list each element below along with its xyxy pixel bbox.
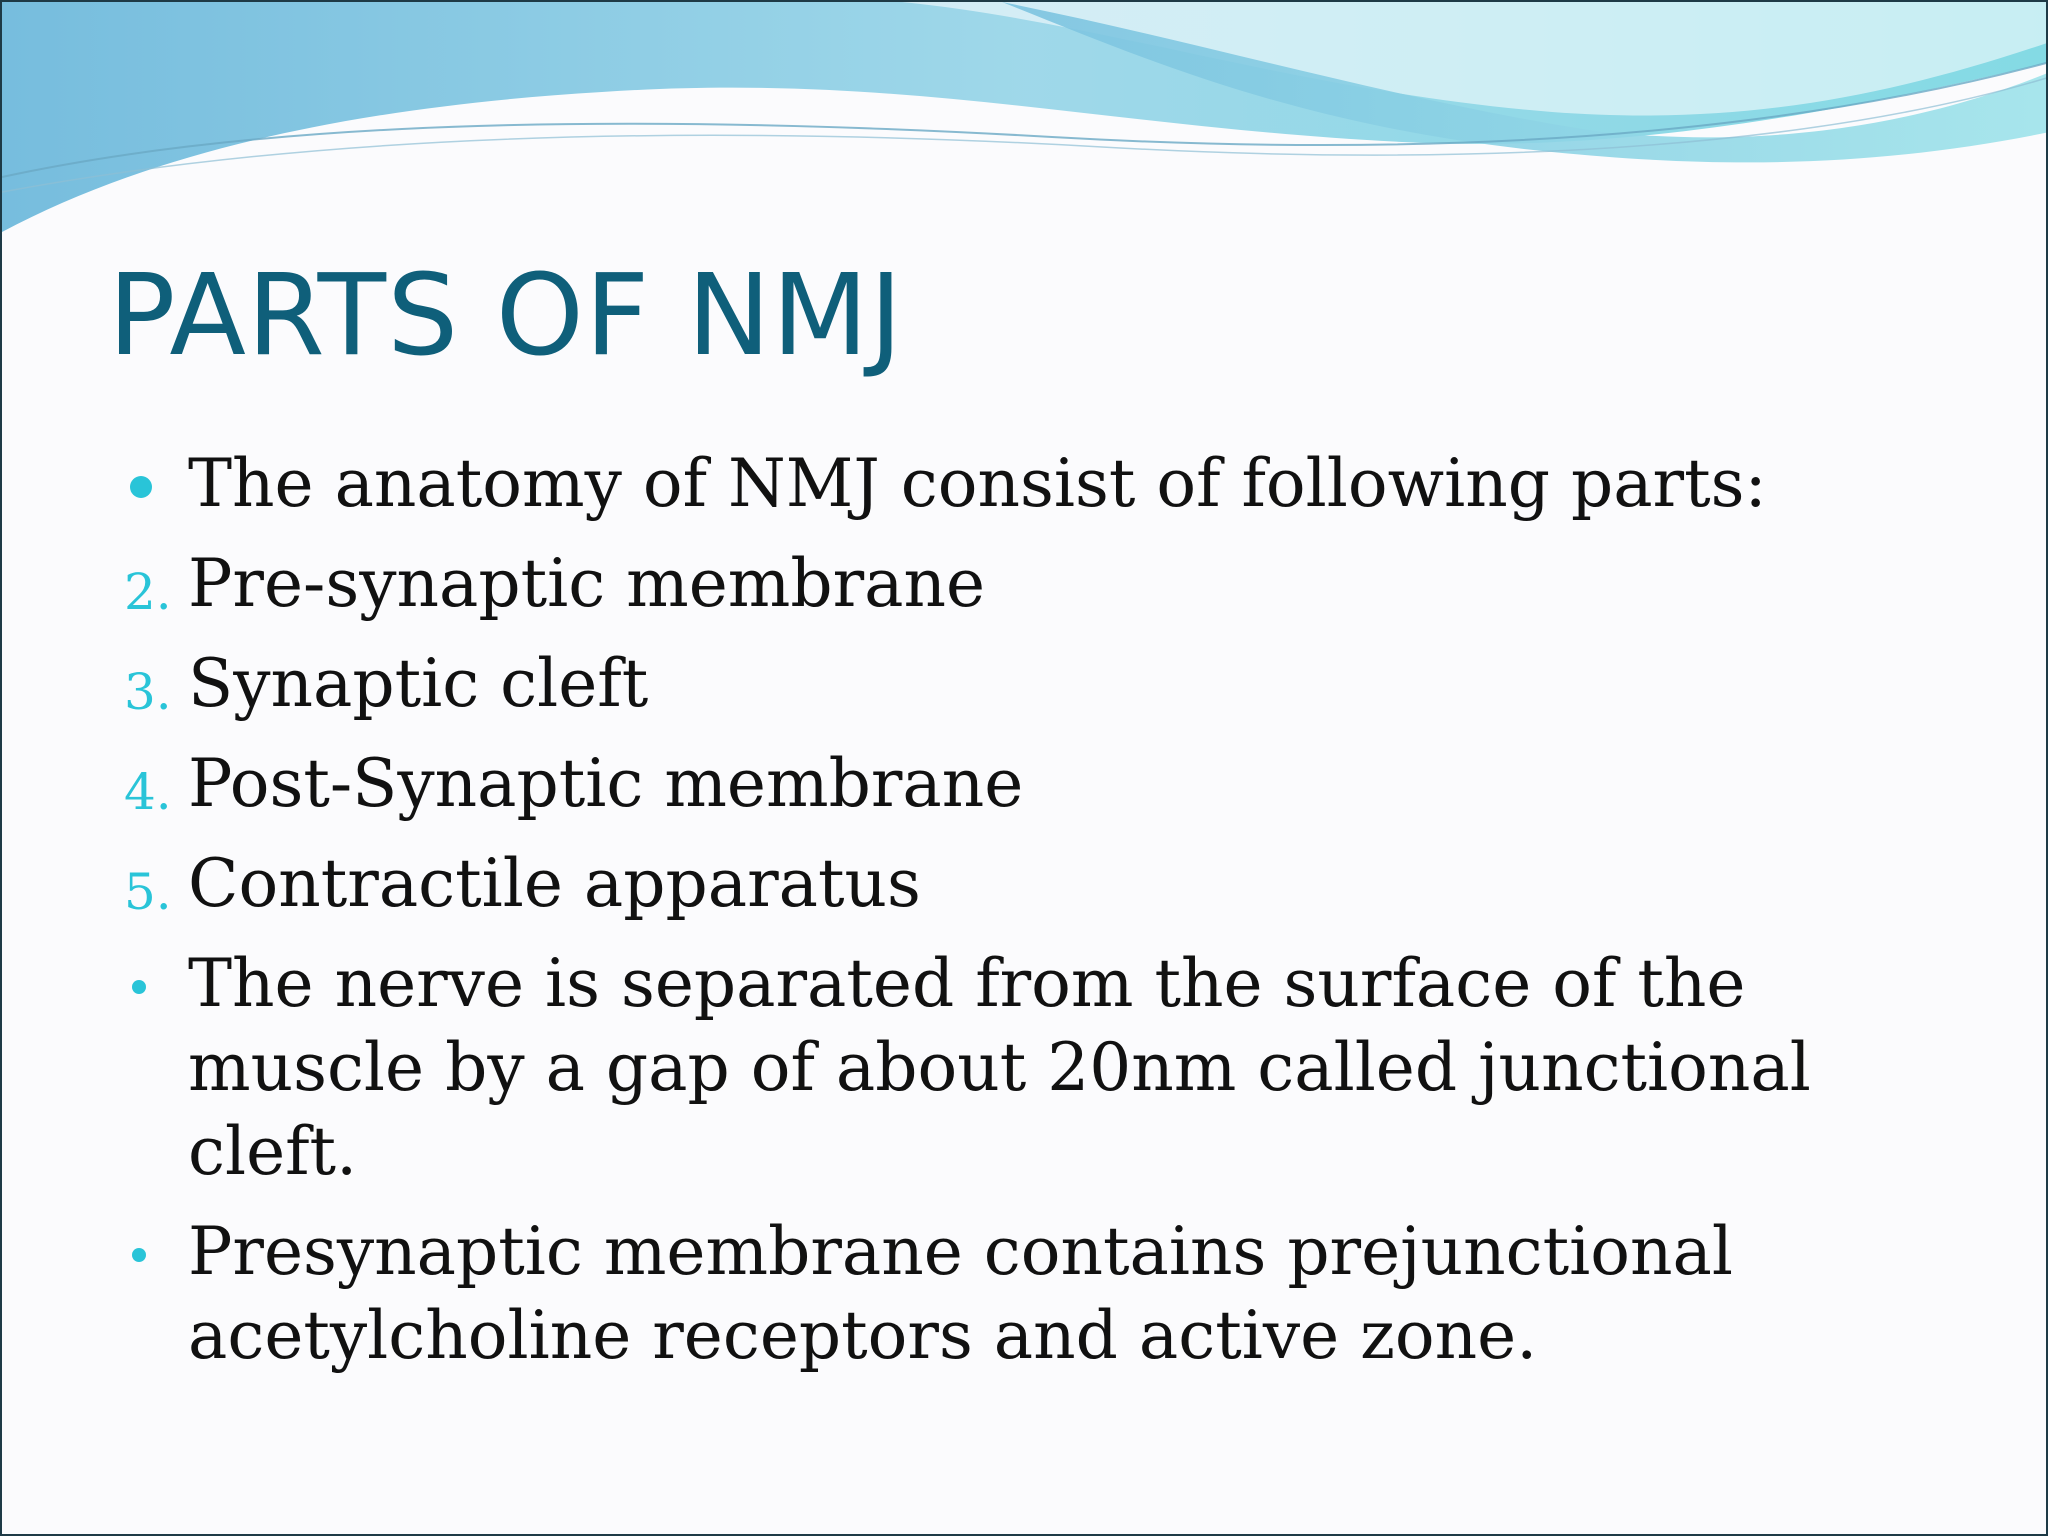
list-item-text: Post-Synaptic membrane — [188, 745, 1024, 822]
number-marker: 3. — [124, 663, 172, 721]
list-item — [112, 742, 1972, 826]
list-item-text: The anatomy of NMJ consist of following parts: — [188, 445, 1767, 522]
list-item — [112, 542, 1972, 626]
content-list — [112, 442, 1972, 1394]
bullet-marker — [130, 476, 152, 498]
list-item-text: Pre-synaptic membrane — [188, 545, 986, 622]
bullet-marker — [132, 980, 146, 994]
list-item — [112, 842, 1972, 926]
bullet-marker — [132, 1248, 146, 1262]
list-item — [112, 1210, 1972, 1378]
list-item-text: Presynaptic membrane contains prejunctional acetylcholine receptors and active zone. — [188, 1213, 1733, 1374]
header-wave-decoration — [2, 2, 2048, 262]
list-item — [112, 442, 1972, 526]
number-marker: 2. — [124, 563, 172, 621]
list-item-text: The nerve is separated from the surface of the muscle by a gap of about 20nm called junctional cleft. — [188, 945, 1811, 1190]
list-item — [112, 942, 1972, 1194]
number-marker: 4. — [124, 763, 172, 821]
list-item-text: Synaptic cleft — [188, 645, 649, 722]
slide-title: PARTS OF NMJ — [108, 251, 904, 381]
list-item — [112, 642, 1972, 726]
number-marker: 5. — [124, 863, 172, 921]
list-item-text: Contractile apparatus — [188, 845, 921, 922]
